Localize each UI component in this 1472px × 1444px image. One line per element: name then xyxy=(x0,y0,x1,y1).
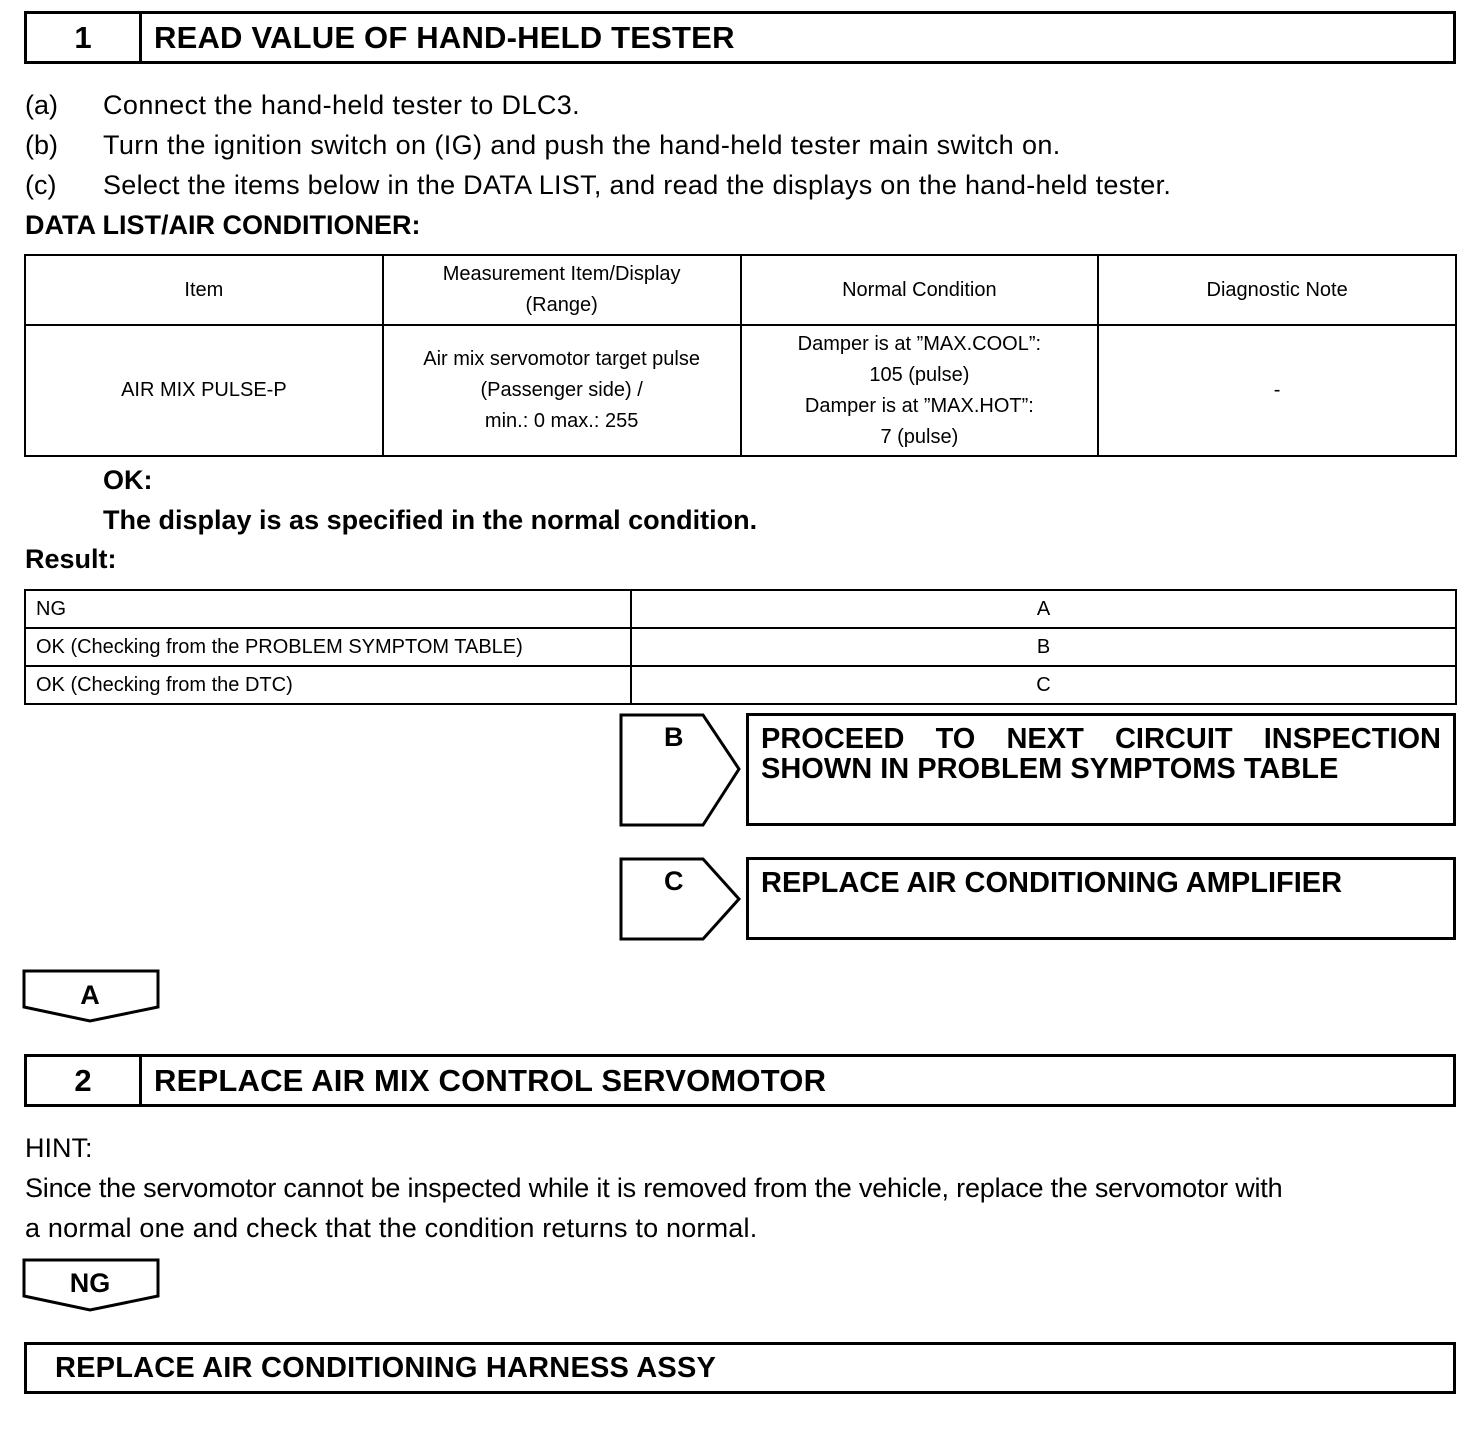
branch-b-box xyxy=(746,713,1456,826)
cell-item: AIR MIX PULSE-P xyxy=(25,325,383,456)
cell-normal-line1: Damper is at ”MAX.COOL”: xyxy=(797,332,1042,355)
hint-line1: Since the servomotor cannot be inspected while it is removed from the vehicle, replace the servomotor with xyxy=(25,1173,1283,1203)
header-item: Item xyxy=(25,255,383,325)
result-code: C xyxy=(631,666,1456,704)
cell-measurement-line2: (Passenger side) / xyxy=(480,379,643,401)
branch-b-line1: PROCEED TO NEXT CIRCUIT INSPECTION xyxy=(761,723,1441,755)
flag-a-label: A xyxy=(80,980,100,1010)
result-row xyxy=(25,666,1456,704)
result-heading: Result: xyxy=(25,544,117,574)
cell-normal-line2: 105 (pulse) xyxy=(869,363,970,386)
step-2-header xyxy=(24,1054,1456,1107)
result-code: A xyxy=(631,590,1456,628)
branch-b-line2: SHOWN IN PROBLEM SYMPTOMS TABLE xyxy=(761,753,1339,785)
hint-line2: a normal one and check that the condition returns to normal. xyxy=(25,1213,758,1243)
step-1-title: READ VALUE OF HAND-HELD TESTER xyxy=(154,19,735,55)
result-table xyxy=(24,589,1457,705)
step-2-title: REPLACE AIR MIX CONTROL SERVOMOTOR xyxy=(154,1062,827,1098)
result-row xyxy=(25,628,1456,666)
instruction-c-label: (c) xyxy=(25,170,57,200)
cell-measurement-line1: Air mix servomotor target pulse xyxy=(423,348,700,370)
cell-normal-line4: 7 (pulse) xyxy=(880,425,959,448)
cell-normal-line3: Damper is at ”MAX.HOT”: xyxy=(804,394,1034,417)
flag-ng-label: NG xyxy=(69,1268,111,1298)
header-measurement-line1: Measurement Item/Display xyxy=(442,263,681,285)
instruction-b-label: (b) xyxy=(25,130,58,160)
cell-normal-condition xyxy=(741,325,1099,456)
step-2-number: 2 xyxy=(27,1057,142,1104)
branch-c-text: REPLACE AIR CONDITIONING AMPLIFIER xyxy=(761,867,1343,899)
data-list-header-row xyxy=(25,255,1456,325)
cell-diagnostic-note: - xyxy=(1098,325,1456,456)
ok-text: The display is as specified in the normal condition. xyxy=(103,505,758,535)
result-condition: OK (Checking from the PROBLEM SYMPTOM TABLE) xyxy=(25,628,631,666)
data-list-table xyxy=(24,254,1457,457)
final-action-box xyxy=(24,1342,1456,1394)
instruction-c xyxy=(25,170,1171,201)
instruction-a-label: (a) xyxy=(25,90,58,120)
branch-c-letter: C xyxy=(664,866,684,896)
instruction-a xyxy=(25,90,580,121)
hint-label: HINT: xyxy=(25,1133,93,1163)
branch-b-letter: B xyxy=(664,722,684,752)
data-list-row xyxy=(25,325,1456,456)
instruction-c-text: Select the items below in the DATA LIST, and read the displays on the hand-held tester. xyxy=(103,170,1172,200)
header-measurement xyxy=(383,255,741,325)
branch-c-box xyxy=(746,857,1456,940)
result-code: B xyxy=(631,628,1456,666)
header-measurement-line2: (Range) xyxy=(525,294,598,316)
instruction-a-text: Connect the hand-held tester to DLC3. xyxy=(103,90,581,120)
step-1-number: 1 xyxy=(27,14,142,61)
instruction-b xyxy=(25,130,1061,161)
cell-measurement xyxy=(383,325,741,456)
final-action-text: REPLACE AIR CONDITIONING HARNESS ASSY xyxy=(55,1351,717,1384)
header-normal-condition: Normal Condition xyxy=(741,255,1099,325)
step-1-header xyxy=(24,11,1456,64)
result-condition: NG xyxy=(25,590,631,628)
result-condition: OK (Checking from the DTC) xyxy=(25,666,631,704)
data-list-heading: DATA LIST/AIR CONDITIONER: xyxy=(25,210,421,240)
ok-label: OK: xyxy=(103,465,153,495)
instruction-b-text: Turn the ignition switch on (IG) and push the hand-held tester main switch on. xyxy=(103,130,1061,160)
cell-measurement-line3: min.: 0 max.: 255 xyxy=(484,410,639,432)
result-row xyxy=(25,590,1456,628)
header-diagnostic-note: Diagnostic Note xyxy=(1098,255,1456,325)
